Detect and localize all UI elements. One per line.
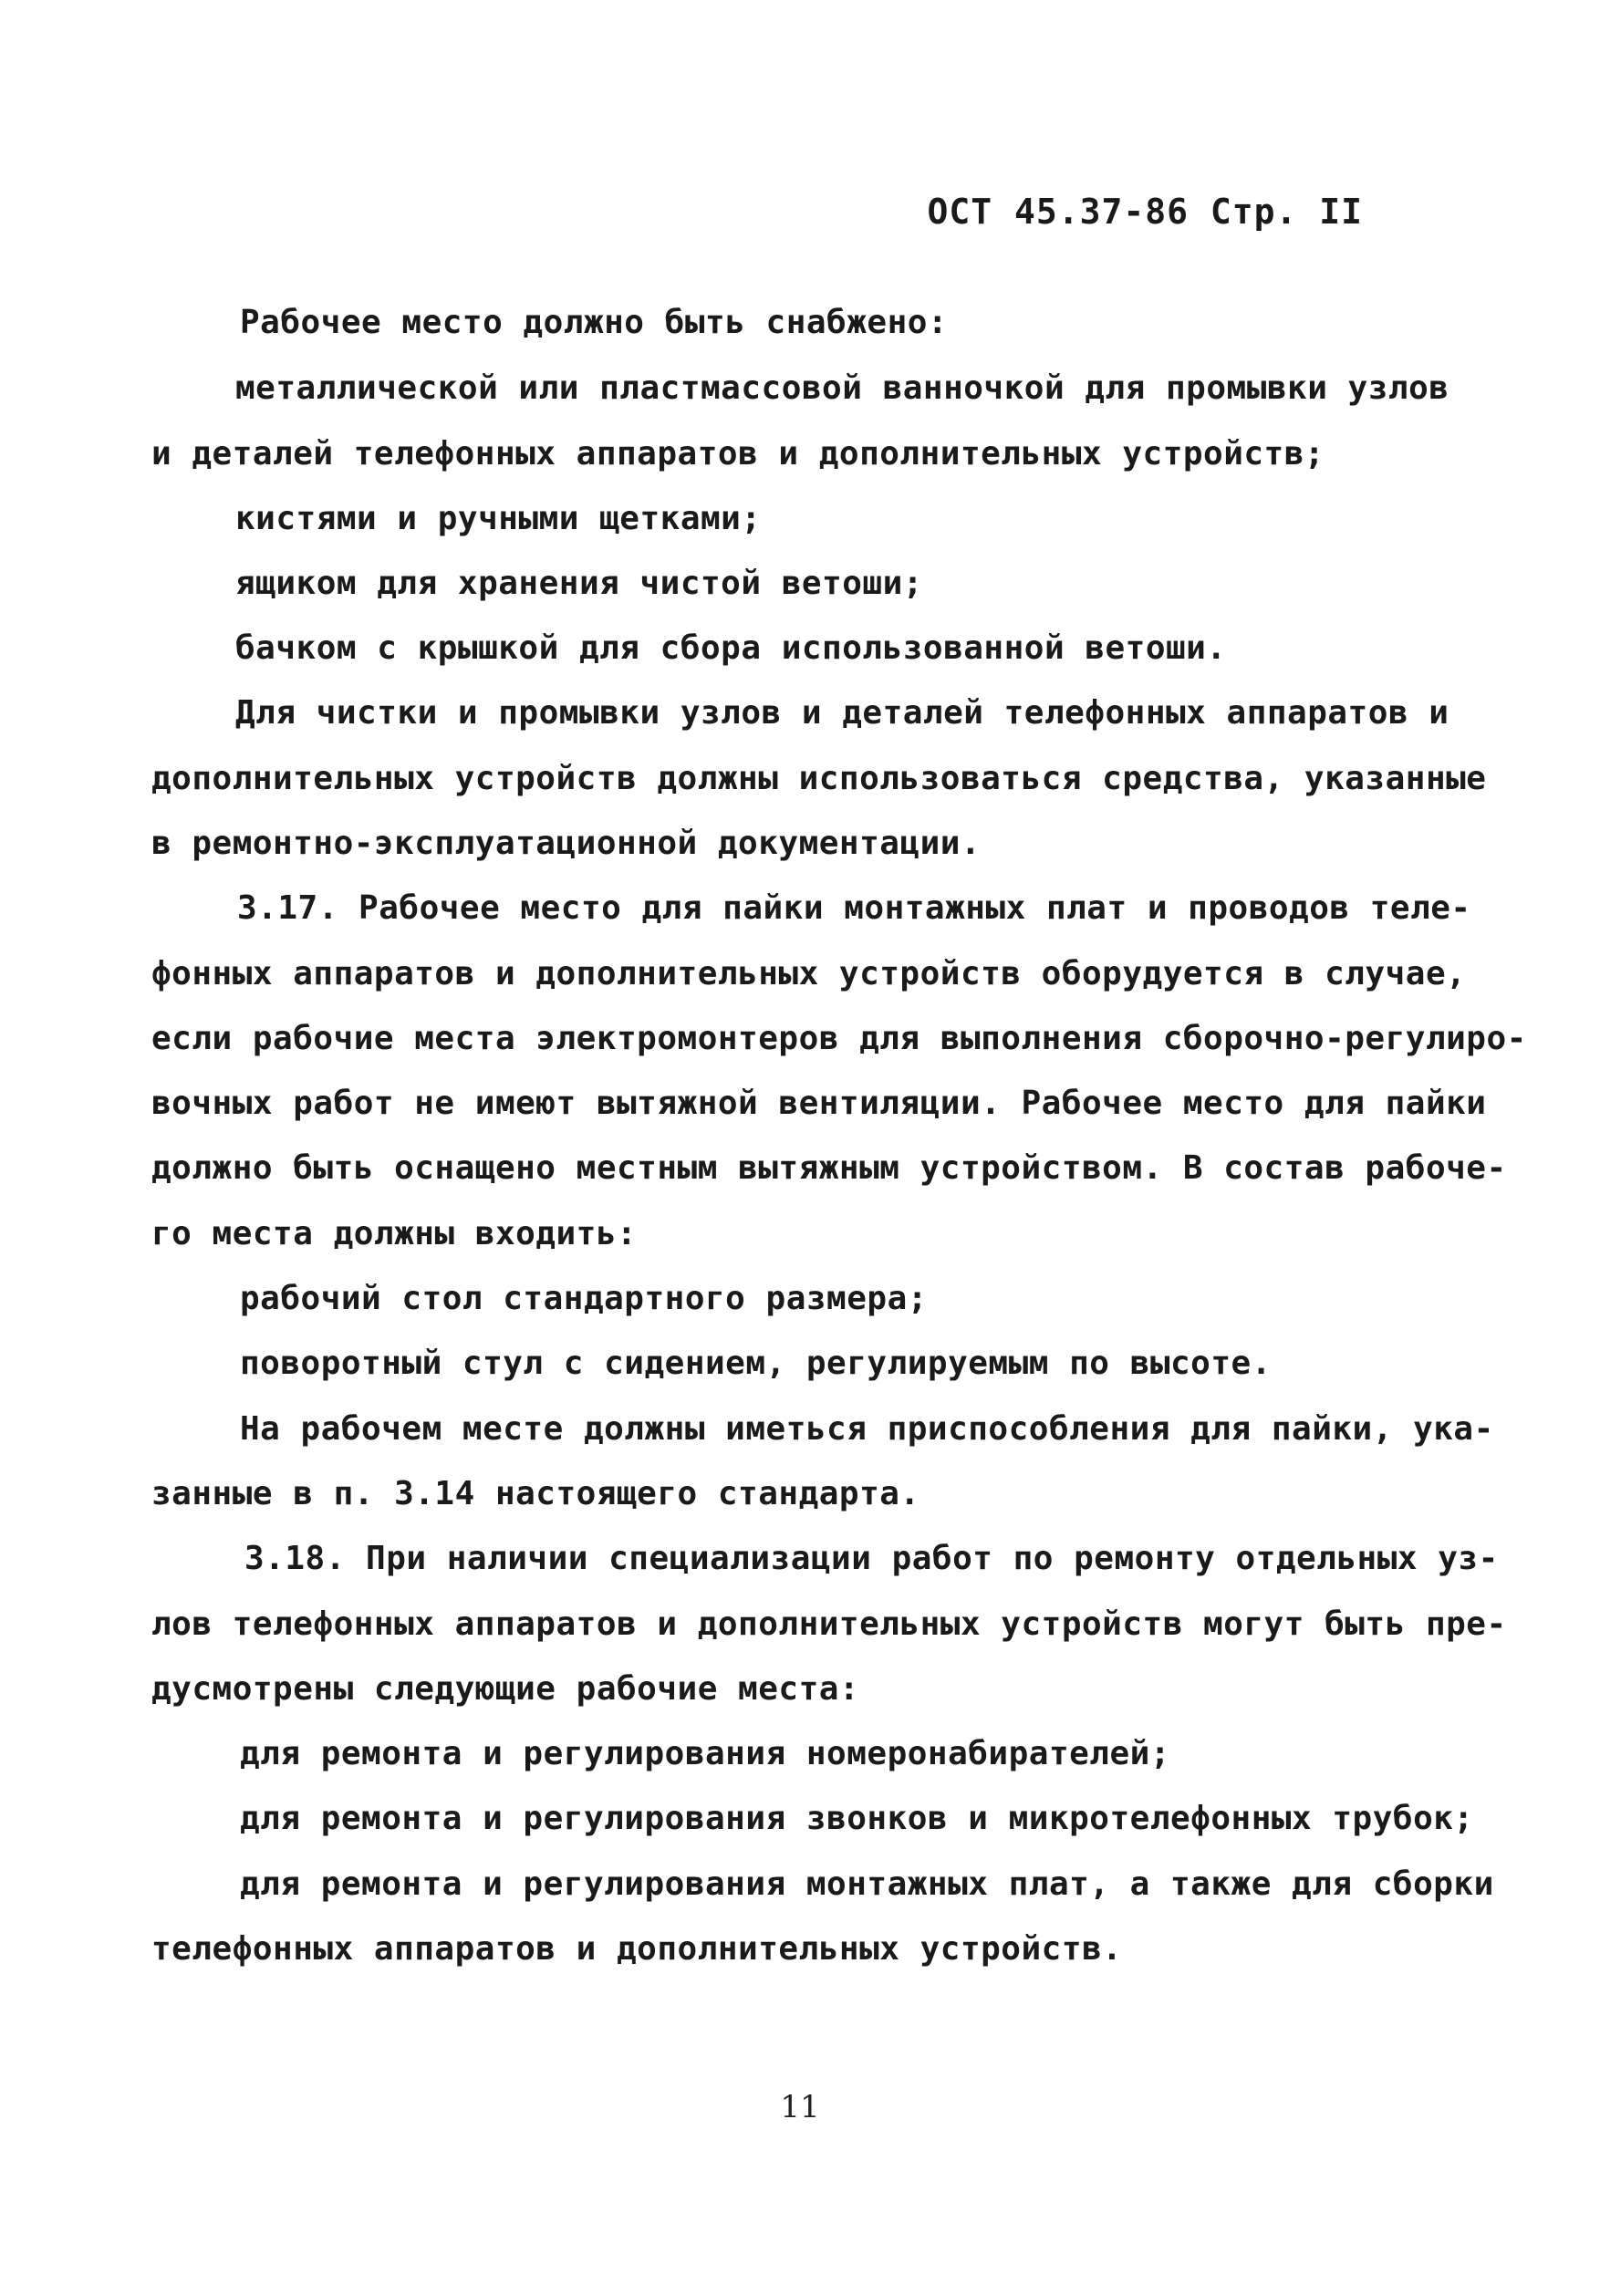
text-line: для ремонта и регулирования монтажных плат, а также для сборки [240,1865,1494,1903]
text-line: телефонных аппаратов и дополнительных устройств. [151,1930,1123,1968]
text-line: в ремонтно-эксплуатационной документации. [151,825,982,862]
text-line: дусмотрены следующие рабочие места: [151,1670,860,1708]
document-header: ОСТ 45.37-86 Стр. II [927,192,1363,232]
text-line: бачком с крышкой для сбора использованной ветоши. [235,629,1227,667]
text-line: дополнительных устройств должны использоваться средства, указанные [151,760,1487,797]
text-line: занные в п. 3.14 настоящего стандарта. [151,1475,920,1512]
text-line: лов телефонных аппаратов и дополнительных устройств могут быть пре- [151,1605,1507,1643]
text-line: Рабочее место должно быть снабжено: [240,304,949,341]
page-number: 11 [780,2089,820,2125]
text-line: 3.17. Рабочее место для пайки монтажных плат и проводов теле- [237,889,1471,927]
text-line: и деталей телефонных аппаратов и дополнительных устройств; [151,435,1325,473]
text-line: металлической или пластмассовой ванночкой для промывки узлов [235,369,1449,407]
text-line: фонных аппаратов и дополнительных устройств оборудуется в случае, [151,955,1467,992]
text-line: вочных работ не имеют вытяжной вентиляции. Рабочее место для пайки [151,1085,1487,1122]
text-line: если рабочие места электромонтеров для выполнения сборочно-регулиро- [151,1020,1527,1057]
text-line: кистями и ручными щетками; [235,500,762,537]
text-line: го места должны входить: [151,1215,638,1252]
text-line: 3.18. При наличии специализации работ по ремонту отдельных уз- [244,1540,1499,1577]
text-line: Для чистки и промывки узлов и деталей телефонных аппаратов и [235,694,1449,732]
text-line: рабочий стол стандартного размера; [240,1280,928,1317]
text-line: ящиком для хранения чистой ветоши; [235,565,923,602]
text-line: для ремонта и регулирования номеронабирателей; [240,1735,1170,1772]
text-line: поворотный стул с сидением, регулируемым по высоте. [240,1345,1272,1382]
text-line: На рабочем месте должны иметься приспособления для пайки, ука- [240,1410,1494,1448]
text-line: должно быть оснащено местным вытяжным устройством. В состав рабоче- [151,1149,1507,1187]
text-line: для ремонта и регулирования звонков и микротелефонных трубок; [240,1800,1474,1837]
